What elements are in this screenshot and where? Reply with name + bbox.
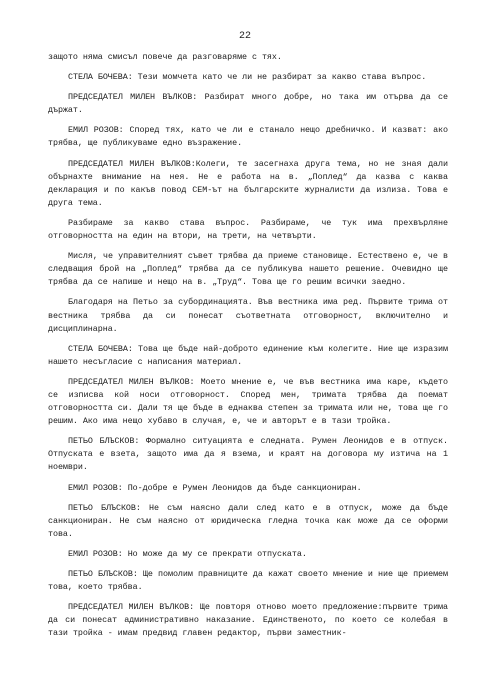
paragraph-11: ПЕТЬО БЛЪСКОВ: Формално ситуацията е следната. Румен Леонидов е в отпуск. Отпуската е взета, защото има да я взема, и краят на договора му изтича на 1 ноември. <box>48 436 448 473</box>
paragraph-9: СТЕЛА БОЧЕВА: Това ще бъде най-доброто единение към колегите. Ние ще изразим нашето несъгласие с написания материал. <box>48 343 448 367</box>
paragraph-15: ПЕТЬО БЛЪСКОВ: Ще помолим правниците да кажат своето мнение и ние ще приемем това, което трябва. <box>48 569 448 593</box>
paragraph-6: Разбираме за какво става въпрос. Разбираме, че тук има прехвърляне отговорността на един на втори, на трети, на четвърти. <box>48 217 448 242</box>
paragraph-1: защото няма смисъл повече да разговаряме с тях. <box>48 52 282 62</box>
paragraph-3: ПРЕДСЕДАТЕЛ МИЛЕН ВЪЛКОВ: Разбират много добре, но така им отърва да се държат. <box>48 92 448 116</box>
paragraph-4: ЕМИЛ РОЗОВ: Според тях, като че ли е станало нещо дребничко. И казват: ако трябва, ще публикуваме едно възражение. <box>48 125 448 149</box>
paragraph-16: ПРЕДСЕДАТЕЛ МИЛЕН ВЪЛКОВ: Ще повторя отново моето предложение:първите трима да си понесат административно наказание. Единственото, по което се колебая в тази тройка - имам предвид главен редактор, първи заместник- <box>48 602 448 639</box>
paragraph-13: ПЕТЬО БЛЪСКОВ: Не съм наясно дали след като е в отпуск, може да бъде санкциониран. Не съм наясно от юридическа гледна точка как може да се оформи това. <box>48 502 448 539</box>
paragraph-2: СТЕЛА БОЧЕВА: Тези момчета като че ли не разбират за какво става въпрос. <box>68 72 427 83</box>
paragraph-5: ПРЕДСЕДАТЕЛ МИЛЕН ВЪЛКОВ:Колеги, те засегнаха друга тема, но не зная дали обърнахте внимание на нея. Не е работа на в. „Поплед“ да казва с каква декларация и по какъв повод СЕМ-ът на българските журналисти да излиза. Това е друга тема. <box>48 158 448 208</box>
paragraph-14: ЕМИЛ РОЗОВ: Но може да му се прекрати отпуската. <box>68 548 307 559</box>
paragraph-12: ЕМИЛ РОЗОВ: По-добре е Румен Леонидов да бъде санкциониран. <box>68 482 362 493</box>
paragraph-7: Мисля, че управителният съвет трябва да приеме становище. Естествено е, че в следващия брой на „Поплед“ трябва да се публикува нашето решение. Очевидно ще трябва да се напише и нещо на в. „Труд“. Това ще го решим всички заедно. <box>48 251 448 288</box>
paragraph-10: ПРЕДСЕДАТЕЛ МИЛЕН ВЪЛКОВ: Моето мнение е, че във вестника има каре, където се изписва кой носи отговорност. Според мен, тримата трябва да поемат отговорността си. Дали тя ще бъде в еднаква степен за тримата или не, това ще го решим. Ако има нещо хубаво в случая, е, че и авторът е в тази тройка. <box>48 376 448 427</box>
document-body <box>48 51 448 647</box>
paragraph-8: Благодаря на Петьо за субординацията. Във вестника има ред. Първите трима от вестника трябва да си понесат съответната отговорност, включително и дисциплинарна. <box>48 297 448 334</box>
page-number: 22 <box>238 31 251 42</box>
